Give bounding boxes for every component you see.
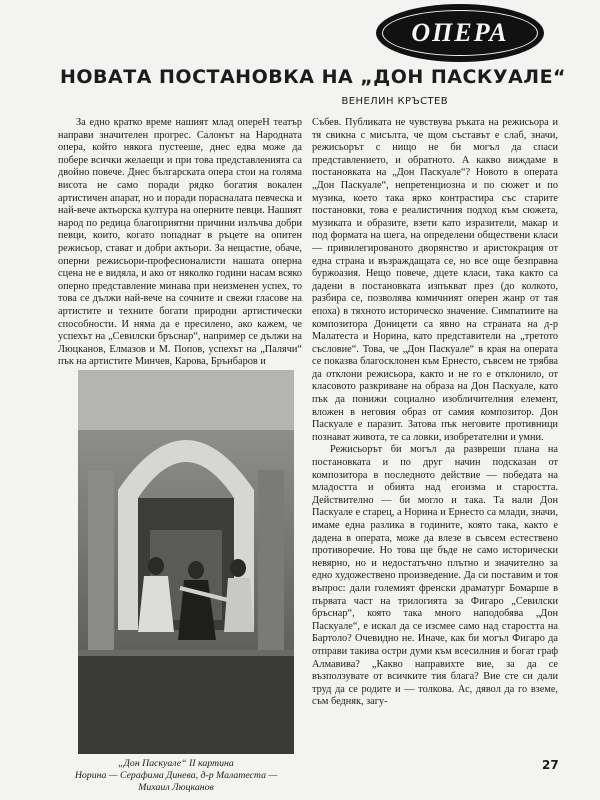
section-badge-label: ОПЕРА [411, 18, 509, 47]
stage-scene-illustration [78, 370, 294, 754]
left-paragraph-1: За едно кратко време нашият млад опереН театър направи значителен прогрес. Салонът на Народната опера, който някога пустееше, днес едва може да побере всички желаещи и при това представленията са двойно повече. Днес българската опера стои на голяма висота не само поради рядко богатия вокален артистичен апарат, но и поради порасналата певческа и най-вече актьорска култура на оперните певци. Нашият народ по редица благоприятни причини излъчва добри певци, които, когато попаднат в ръцете на опитен режисьор, стават и добри актьори. За нещастие, обаче, оперни режисьори-професионалисти нашата оперна сцена не е видяла, и ако от няколко години насам всяко оперно представление минава при неизменен успех, то това се дължи най-вече на сочните и свежи гласове на артистите и техните богати природни артистически способности. И няма да е пресилено, ако кажем, че успехът на „Севилски бръснар“, например се дължи на Люцканов, Елмазов и М. Попов, успехът на „Палячи“ пък на артистите Минчев, Карова, Брънбаров и [58, 117, 302, 368]
article-byline: ВЕНЕЛИН КРЪСТЕВ [341, 96, 448, 107]
right-paragraph-2: Режисьорът би могъл да развреши плана на постановката и по друг начин подсказан от композитора в последното действие — победата на младостта и обията над егоизма и старостта. Действително — би могло и така. Та нали Дон Паскуале е старец, а Норина и Ернесто са млади, значи, имаме една разлика в годините, която така, както е дадена в операта, може да влезе в съвсем естествено противоречие. Но това ще бъде не само исторически невярно, но и недостатъчно плътно и значително за едно художествено произведение. Да си поставим и тоя въпрос: дали големият френски драматург Бомарше в първата част на трилогията за Фигаро „Севилски бръснар“, която така много наподобява „Дон Паскуале“, е искал да се изсмее само над старостта на Бартоло? Очевидно не. Иначе, как би могъл Фигаро да отправи такива остри думи към всесилния и богат граф Алмавива? „Какво направихте вие, за да се възползувате от всичките тия блага? Вие сте си дали труд да се родите и — толкова. Ас, дявол да го вземе, съм бедняк, загу- [312, 444, 558, 708]
right-paragraph-1: Събев. Публиката не чувствува ръката на режисьора и тя свикна с мисълта, че щом съставът е слаб, значи, режисьорът с нищо не би могъл да спаси представлението, и обратното. А какво виждаме в постановката на „Дон Паскуале“? Новото в операта „Дон Паскуале“, непретенциозна и по сюжет и по музика, което така ярко контрастира със старите постановки, това е реалистичния подход към сюжета, музиката и образите, взети като изразители, макар и под формата на шега, на определени обществени класи — привилегированото дворянство и аристокрация от една страна и възраждащата се, но все още безправна буржоазия. Нещо повече, дцете класи, така както са дадени в постановката изпъкват през (до колкото, разбира се, позволява комичният оперен жанр от тая епоха) в тяхното историческо значение. Симпатиите на композитора Доницети са явно на страната на д-р Малатеста и Норина, като представители на „третото съсловие“. Това, че „Дон Паскуале“ в края на операта се показва благосклонен към Ернесто, съвсем не трябва да отклони режисьора, както и не го е отклонило, от класовото разкриване на образа на Дон Паскуале, като пък да понижи социално изобличителния елемент, вложен в неговия образ от самия композитор. Дон Паскуале е паразит. Затова пък неговите противници познават живота, те са ловки, изобретателни и умни. [312, 117, 558, 443]
caption-line-3: Михаил Люцканов [138, 781, 214, 793]
left-column [58, 117, 302, 369]
section-badge [376, 4, 544, 62]
article-headline: НОВАТА ПОСТАНОВКА НА „ДОН ПАСКУАЛЕ“ [60, 66, 567, 88]
stage-photo [78, 370, 294, 754]
caption-line-2: Норина — Серафима Динева, д-р Малатеста — [74, 769, 278, 781]
photo-caption [40, 758, 312, 793]
right-column [312, 117, 558, 709]
page-number: 27 [542, 758, 559, 772]
caption-line-1: „Дон Паскуале“ II картина [118, 758, 234, 769]
